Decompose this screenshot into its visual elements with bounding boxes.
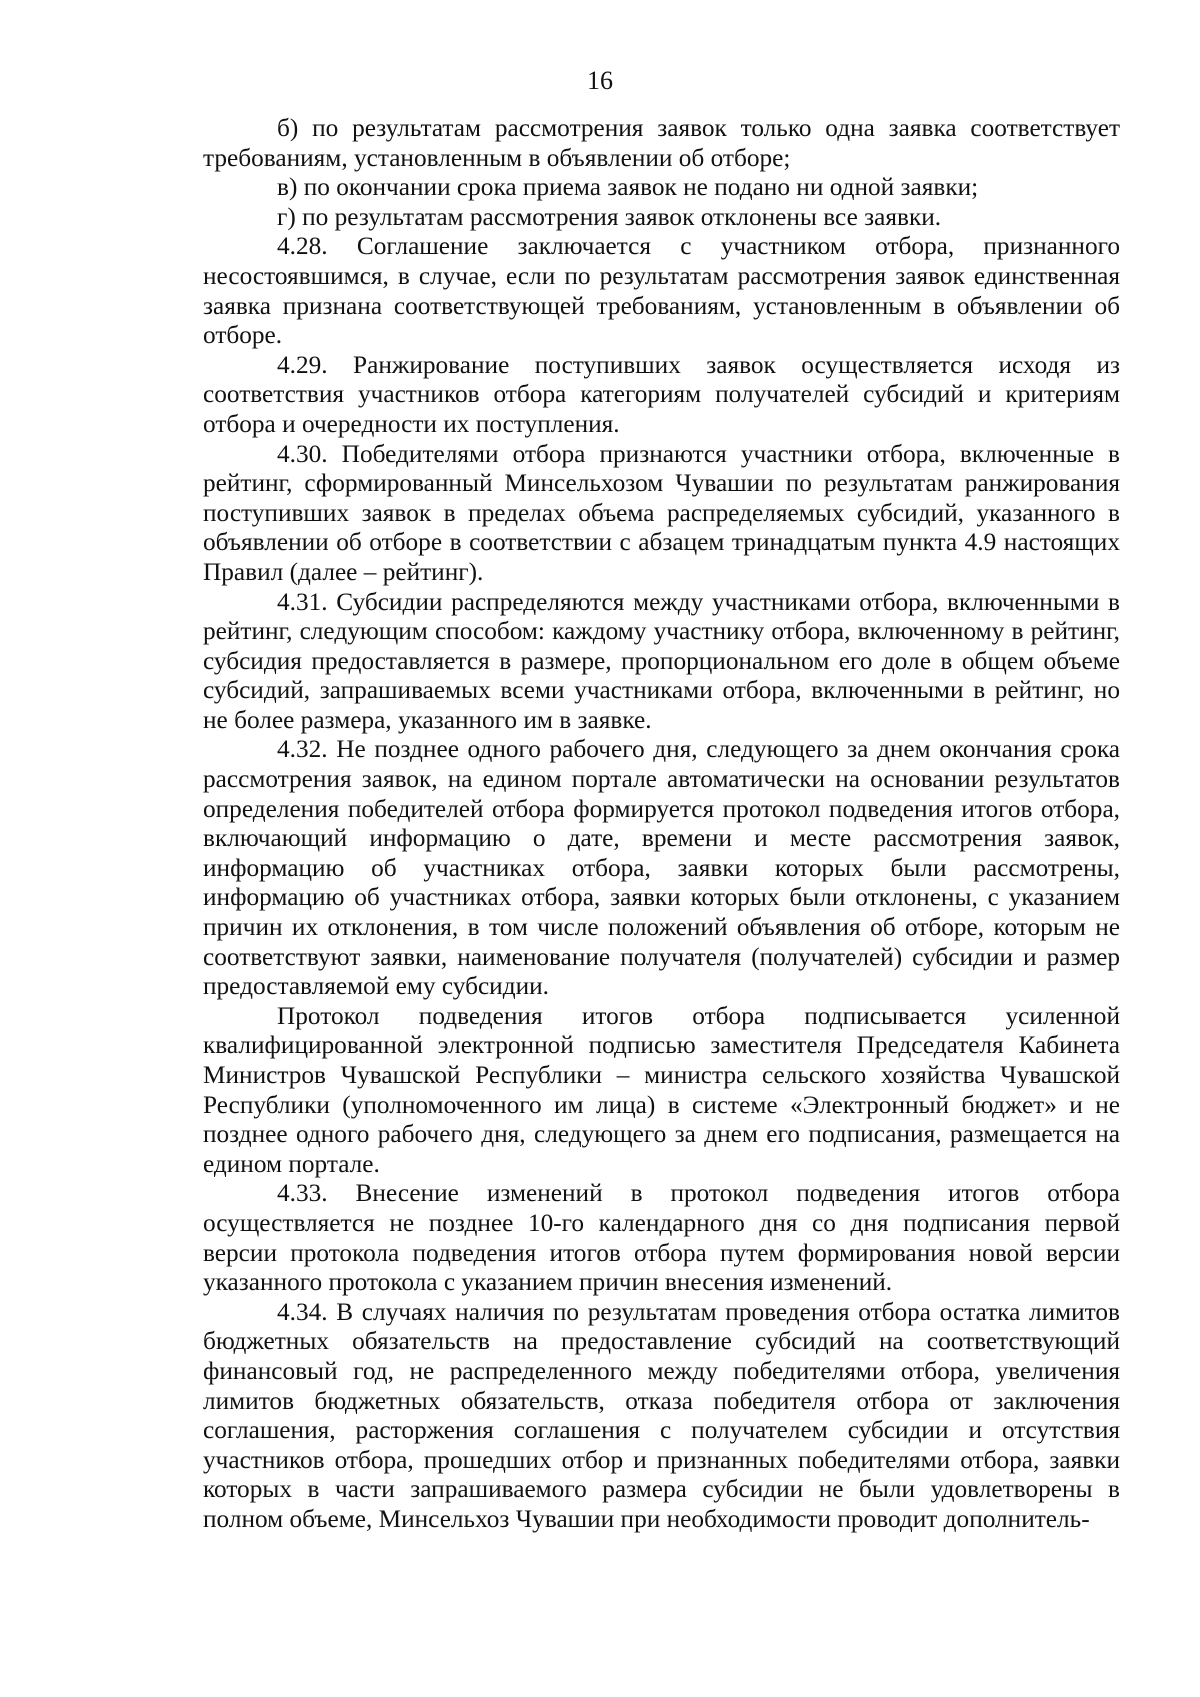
paragraph-4-29: 4.29. Ранжирование поступивших заявок осуществляется исходя из соответствия участников отбора категориям получателей субсидий и критериям отбора и очередности их поступления.	[203, 350, 1120, 438]
paragraph-item-v: в) по окончании срока приема заявок не подано ни одной заявки;	[277, 173, 979, 202]
paragraph-item-g: г) по результатам рассмотрения заявок отклонены все заявки.	[277, 202, 942, 231]
page-number: 16	[587, 66, 613, 95]
paragraph-protocol-signing: Протокол подведения итогов отбора подписывается усиленной квалифицированной электронной подписью заместителя Председателя Кабинета Министров Чувашской Республики – министра сельского хозяйства Чувашской Республики (уполномоченного им лица) в системе «Электронный бюджет» и не позднее одного рабочего дня, следующего за днем его подписания, размещается на едином портале.	[203, 1001, 1120, 1178]
paragraph-4-33: 4.33. Внесение изменений в протокол подведения итогов отбора осуществляется не позднее 10-го календарного дня со дня подписания первой версии протокола подведения итогов отбора путем формирования новой версии указанного протокола с указанием причин внесения изменений.	[203, 1179, 1120, 1297]
paragraph-4-32: 4.32. Не позднее одного рабочего дня, следующего за днем окончания срока рассмотрения заявок, на едином портале автоматически на основании результатов определения победителей отбора формируется протокол подведения итогов отбора, включающий информацию о дате, времени и месте рассмотрения заявок, информацию об участниках отбора, заявки которых были рассмотрены, информацию об участниках отбора, заявки которых были отклонены, с указанием причин их отклонения, в том числе положений объявления об отборе, которым не соответствуют заявки, наименование получателя (получателей) субсидии и размер предоставляемой ему субсидии.	[203, 735, 1120, 1001]
paragraph-4-28: 4.28. Соглашение заключается с участником отбора, признанного несостоявшимся, в случае, если по результатам рассмотрения заявок единственная заявка признана соответствующей требованиям, установленным в объявлении об отборе.	[203, 232, 1120, 350]
paragraph-4-34: 4.34. В случаях наличия по результатам проведения отбора остатка лимитов бюджетных обязательств на предоставление субсидий на соответствующий финансовый год, не распределенного между победителями отбора, увеличения лимитов бюджетных обязательств, отказа победителя отбора от заключения соглашения, расторжения соглашения с получателем субсидии и отсутствия участников отбора, прошедших отбор и признанных победителями отбора, заявки которых в части запрашиваемого размера субсидии не были удовлетворены в полном объеме, Минсельхоз Чувашии при необходимости проводит дополнитель-	[203, 1297, 1120, 1533]
document-body	[203, 114, 1120, 1535]
paragraph-4-30: 4.30. Победителями отбора признаются участники отбора, включенные в рейтинг, сформированный Минсельхозом Чувашии по результатам ранжирования поступивших заявок в пределах объема распределяемых субсидий, указанного в объявлении об отборе в соответствии с абзацем тринадцатым пункта 4.9 настоящих Правил (далее – рейтинг).	[203, 439, 1120, 586]
paragraph-item-b: б) по результатам рассмотрения заявок только одна заявка соответствует требованиям, установленным в объявлении об отборе;	[203, 114, 1120, 172]
paragraph-4-31: 4.31. Субсидии распределяются между участниками отбора, включенными в рейтинг, следующим способом: каждому участнику отбора, включенному в рейтинг, субсидия предоставляется в размере, пропорциональном его доле в общем объеме субсидий, запрашиваемых всеми участниками отбора, включенными в рейтинг, но не более размера, указанного им в заявке.	[203, 587, 1120, 734]
